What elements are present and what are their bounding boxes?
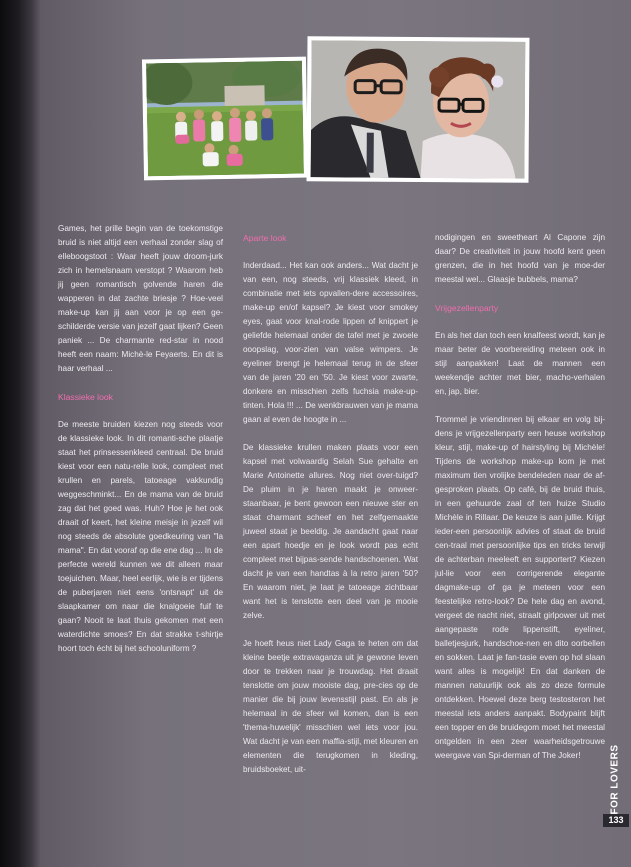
couple-photo (306, 36, 529, 183)
article-column-2 (243, 231, 418, 791)
section-sidebar (607, 744, 623, 814)
vrijgezellenparty-paragraph-2: Trommel je vriendinnen bij elkaar en volg bij-dens je vrijgezellenparty een heuse workshop kleur, stijl, make-up of hairstyling bij Michèle! Tijdens de workshop make-up kom je met maximum tien vrolijke bendeleden naar de af-gesproken plaats. Op café, bij de bruid thuis, in een gehuurde zaal of ten huize Studio Michèle in Rillaar. De keuze is aan jullie. Krijgt ieder-een persoonlijk advies of staat de bruid cen-traal met persoonlijke tips en tricks terwijl de achterban meeleeft en supportert? Kiezen jul-lie voor een corrigerende elegante dagmake-up of ga je meteen voor een feestelijke retro-look? De hele dag en avond, vergeet de nacht niet, straalt girlpower uit met aangepaste rode lippenstift, eyeliner, balletjesjurk, handschoe-nen en dito oorbellen en sokken. Laat je fan-tasie even op hol slaan want alles is mogelijk! En dat danken de mannen natuurlijk ook als zo deze formule ontdekken. Hoewel deze berg testosteron het meestal iets anders aanpakt. Bodypaint blijft een topper en de bruidegom moet het meestal ontgelden in een zeer waarheidsgetrouwe weergave van Spi-derman of The Joker! (435, 415, 605, 760)
aparte-look-paragraph-3: Je hoeft heus niet Lady Gaga te heten om dat kleine beetje extravaganza uit je gewone leven door te trekken naar je trouwdag. Het draait tenslotte om jouw mooiste dag, pre-cies op de manier die bij jouw levensstijl past. En als je helemaal in de sfeer wil komen, dan is een 'thema-huwelijk' misschien wel iets voor jou. Wat dacht je van een maffia-stijl, met kleuren en elementen die terugkomen in kleding, bruidsboeket, uit- (243, 639, 418, 774)
intro-paragraph: Games, het prille begin van de toekomstige bruid is niet altijd een verhaal zonder slag of elleboogstoot : Waar heeft jouw droom-jurk zich in hemelsnaam verstopt ? Waarom heb jij geen romantisch golvende haren die wapperen in dat zachte briesje ? Hoe-veel make-up kan jij aan voor je op een ge-schilderde versie van jezelf gaat lijken? Geen paniek ... De charmante red-star in nood heeft een naam: Michè-le Feyaerts. En dit is haar verhaal ... (58, 224, 223, 373)
section-label: FOR LOVERS (609, 743, 621, 815)
page-number: 133 (603, 814, 629, 827)
aparte-look-paragraph-1: Inderdaad... Het kan ook anders... Wat dacht je van een, nog steeds, vrij klassiek kleed, in combinatie met iets opvallen-dere accessoires, make-up en/of kapsel? Je kiest voor smokey eyes, gaat voor knal-rode lippen of knippert je geliefde helemaal onder de tafel met je zwoele ooopslag, voor-zien van valse wimpers. Je eyeliner brengt je helemaal terug in de sfeer van de jaren '20 en '50. Je kiest voor zwarte, donkere en misschien zelfs fuchsia make-up-tinten. Hola !!! ... De wenkbrauwen van je mama gaan al even de hoogte in ... (243, 261, 418, 424)
heading-klassieke-look: Klassieke look (58, 392, 113, 402)
aparte-look-paragraph-2: De klassieke krullen maken plaats voor een kapsel met volwaardig Selah Sue gehalte en Marie Antoinette allures. Nog niet over-tuigd? De pluim in je haren maakt je onweer-staanbaar, je bent gewoon een nieuwe ster en staat charmant scheef en het zelfgemaakte juweel staat je beeldig. Je aandacht gaat naar een apart hoedje en je look wordt pas echt compleet met bijpas-sende handschoenen. Wat dacht je van een handtas à la retro jaren '50? En waarom niet, je laat je tatoeage zichtbaar want het is tenslotte een deel van je mooie zelve. (243, 443, 418, 620)
heading-vrijgezellenparty: Vrijgezellenparty (435, 303, 499, 313)
group-photo-image (146, 61, 304, 177)
continuation-paragraph: nodigingen en sweetheart Al Capone zijn daar? De creativiteit in jouw hoofd kent geen grenzen, die in het hoofd van je moe-der meestal wel... Glaasje bubbels, mama? (435, 233, 605, 284)
klassieke-look-paragraph: De meeste bruiden kiezen nog steeds voor de klassieke look. In dit romanti-sche plaatje staat het prinsessenkleed centraal. De bruid kiest voor een natu-relle look, compleet met krullen en parels, tatoeage vakkundig weggeschminkt... En de mama van de bruid zag dat het goed was. Huh? Hoe je het ook draait of keert, het kleine meisje in jezelf wil nog steeds de absolute goedkeuring van "la mama". En dat vooraf op die ene dag ... In de perfecte wereld kunnen we dit alleen maar toejuichen. Maar, heel eerlijk, wie is er tijdens de puberjaren niet eens 'ontsnapt' uit de slaapkamer om naar die knalgoeie fuif te gaan? Nooit te laat thuis gekomen met een waterdichte smoes? En dat strakke t-shirtje hoort toch écht bij het schooluniform ? (58, 420, 223, 653)
vrijgezellenparty-paragraph-1: En als het dan toch een knalfeest wordt, kan je maar beter de voorbereiding meteen ook in stijl aanpakken! Laat de mannen een weekendje achter met bier, macho-verhalen en, jap, bier. (435, 331, 605, 396)
article-column-1 (58, 222, 223, 670)
magazine-spine (0, 0, 40, 867)
group-photo (142, 57, 308, 181)
heading-aparte-look: Aparte look (243, 233, 287, 243)
article-column-3 (435, 231, 605, 777)
couple-photo-image (311, 40, 526, 178)
